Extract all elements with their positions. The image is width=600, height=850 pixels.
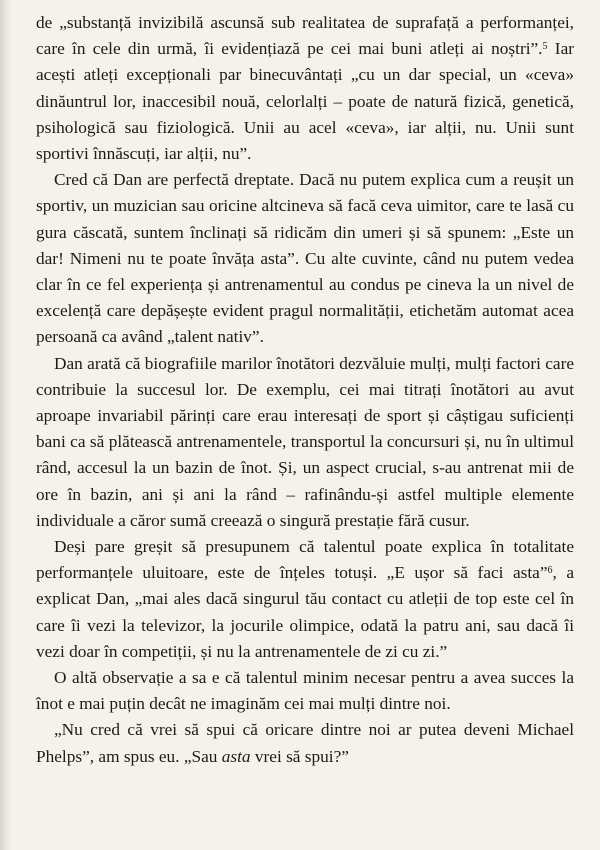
text-run: O altă observație a sa e că talentul minim necesar pentru a avea succes la înot e mai puțin decât ne imaginăm cei mai mulți dintre noi. bbox=[36, 668, 574, 714]
paragraph-5 bbox=[36, 665, 574, 717]
paragraph-6 bbox=[36, 717, 574, 769]
paragraph-2 bbox=[36, 167, 574, 350]
text-run: de „substanță invizibilă ascunsă sub realitatea de suprafață a performanței, care în cele din urmă, îi evidențiază pe cei mai buni atleți ai noștri”. bbox=[36, 13, 574, 59]
text-run: Deși pare greșit să presupunem că talentul poate explica în totalitate performanțele uluitoare, este de înțeles totuși. „E ușor să faci asta” bbox=[36, 537, 574, 583]
page-binding-edge bbox=[0, 0, 12, 850]
text-run: „Nu cred că vrei să spui că oricare dintre noi ar putea deveni Michael Phelps”, am spus eu. „Sau bbox=[36, 720, 574, 766]
body-text bbox=[36, 10, 574, 770]
emphasis-text: asta bbox=[221, 746, 251, 766]
text-run: vrei să spui?” bbox=[250, 746, 349, 766]
text-run: , a explicat Dan, „mai ales dacă singurul tău contact cu atleții de top este cel în care îi vezi la televizor, la jocurile olimpice, odată la patru ani, sau dacă îi vezi doar în competiții, și nu la antrenamentele de zi cu zi.” bbox=[36, 563, 574, 661]
text-run: Dan arată că biografiile marilor înotători dezvăluie mulți, mulți factori care contribuie la succesul lor. De exemplu, cei mai titrați înotători au avut aproape invariabil părinți care erau interesați de sport și câștigau suficienți bani ca să plătească antrenamentele, transportul la concursuri și, nu în ultimul rând, accesul la un bazin de înot. Și, un aspect crucial, s-au antrenat mii de ore în bazin, ani și ani la rând – rafinându-și astfel multiple elemente individuale a căror sumă creează o singură prestație fără cusur. bbox=[36, 353, 574, 530]
paragraph-4 bbox=[36, 534, 574, 665]
footnote-ref-5: 5 bbox=[542, 41, 548, 53]
paragraph-3 bbox=[36, 351, 574, 534]
paragraph-1 bbox=[36, 10, 574, 167]
footnote-ref-6: 6 bbox=[547, 565, 553, 577]
text-run: Cred că Dan are perfectă dreptate. Dacă nu putem explica cum a reușit un sportiv, un muzician sau oricine altcineva să facă ceva uimitor, care te lasă cu gura căscată, suntem înclinați să ridicăm din umeri și să spunem: „Este un dar! Nimeni nu te poate învăța asta”. Cu alte cuvinte, când nu putem vedea clar în ce fel experiența și antrenamentul au condus pe cineva la un nivel de excelență care depășește evident pragul normalității, etichetăm automat acea persoană ca având „talent nativ”. bbox=[36, 170, 574, 347]
text-run: Iar acești atleți excepționali par binecuvântați „cu un dar special, un «ceva» dinăuntrul lor, inaccesibil nouă, celorlalți – poate de natură fizică, genetică, psihologică sau fiziologică. Unii au acel «ceva», iar alții, nu. Unii sunt sportivi înnăscuți, iar alții, nu”. bbox=[36, 39, 574, 164]
